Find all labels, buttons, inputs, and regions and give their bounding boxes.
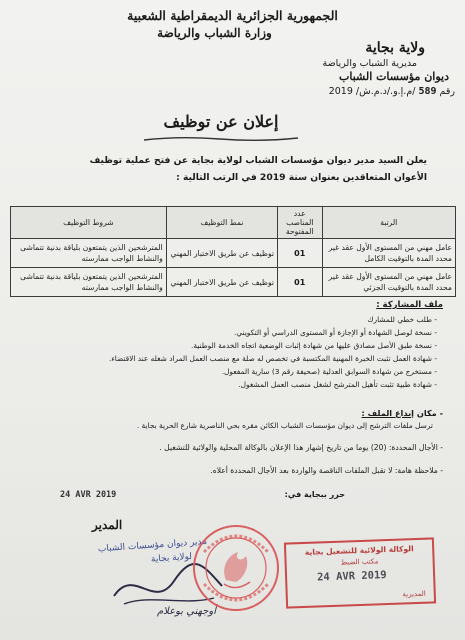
cell-conditions: المترشحين الذين يتمتعون بلياقة بدنية تتماشى والنشاط الواجب ممارسته <box>11 268 167 297</box>
cell-posts: 01 <box>278 239 323 268</box>
intro-paragraph <box>27 152 427 186</box>
agency-stamp-line-1: الوكالة الولائية للتشغيل بجاية <box>304 544 414 557</box>
intro-line-1: يعلن السيد مدير ديوان مؤسسات الشباب لولاية بجاية عن فتح عملية توظيف <box>89 155 427 166</box>
notice-title: إعلان عن توظيف <box>163 112 279 131</box>
ref-prefix: رقم <box>439 86 455 97</box>
cell-mode: توظيف عن طريق الاختبار المهني <box>166 268 277 297</box>
col-conditions: شروط التوظيف <box>11 207 167 239</box>
agency-received-stamp <box>284 537 436 608</box>
positions-table <box>10 206 456 297</box>
cell-conditions: المترشحين الذين يتمتعون بلياقة بدنية تتماشى والنشاط الواجب ممارسته <box>11 239 167 268</box>
deposit-text: ترسل ملفات الترشح إلى ديوان مؤسسات الشباب الكائن مقره بحي الناصرية شارع الحرية بجاية . <box>136 421 433 430</box>
deposit-heading <box>362 408 443 418</box>
done-at-label: حرر ببجاية في: <box>284 490 345 499</box>
director-stamp-line-2: لولاية بجاية <box>150 551 193 565</box>
dossier-list <box>17 313 437 391</box>
important-note: - ملاحظة هامة: لا تقبل الملفات الناقصة والواردة بعد الأجال المحددة أعلاه. <box>210 466 443 475</box>
cell-mode: توظيف عن طريق الاختبار المهني <box>166 239 277 268</box>
dossier-item: - شهادة طبية تثبت تأهيل المترشح لشغل منصب العمل المشغول. <box>17 378 437 391</box>
office-name: ديوان مؤسسات الشباب <box>339 70 449 83</box>
agency-stamp-line-3: المديرية <box>402 589 426 599</box>
table-row <box>11 239 456 268</box>
dossier-item: - طلب خطي للمشارك <box>17 313 437 326</box>
agency-stamp-line-2: مكتب الضبط <box>340 557 379 567</box>
deposit-heading-label: إيداع الملف : <box>361 408 414 418</box>
round-seal-icon <box>190 522 282 614</box>
notice-title-box <box>140 112 302 142</box>
cell-posts: 01 <box>278 268 323 297</box>
agency-stamp-date: 24 AVR 2019 <box>316 569 387 584</box>
col-grade: الرتبة <box>322 207 456 239</box>
signature-name: أوجهني بوعلام <box>156 606 216 617</box>
directorate-name: مديرية الشباب والرياضة <box>322 58 417 69</box>
reference-number <box>329 86 455 97</box>
ref-suffix: /م.إ.و./د.م.ش/ 2019 <box>328 86 416 97</box>
deposit-heading-prefix: - مكان <box>416 408 443 418</box>
dossier-item: - مستخرج من شهادة السوابق العدلية (صحيفة رقم 3) سارية المفعول. <box>17 365 437 378</box>
dossier-heading: ملف المشاركة : <box>376 300 443 310</box>
wilaya-name: ولاية بجاية <box>365 40 425 56</box>
ref-handwritten: 589 <box>418 86 437 97</box>
cell-grade: عامل مهني من المستوى الأول عقد غير محدد المدة بالتوقيت الجزئي <box>322 268 456 297</box>
dossier-item: - نسخة طبق الأصل مصادق عليها من شهادة إثبات الوضعية اتجاه الخدمة الوطنية. <box>17 339 437 352</box>
republic-header: الجمهورية الجزائرية الديمقراطية الشعبية <box>127 8 338 23</box>
col-posts: عدد المناصب المفتوحة <box>278 207 323 239</box>
table-row <box>11 268 456 297</box>
director-title: المدير <box>92 518 123 532</box>
table-header-row <box>11 207 456 239</box>
intro-line-2: الأعوان المتعاقدين بعنوان سنة 2019 في الرتب التالية : <box>176 172 427 183</box>
deadline-text: - الأجال المحددة: (20) يوما من تاريخ إشهار هذا الإعلان بالوكالة المحلية والولائية للتشغيل . <box>159 443 443 452</box>
director-stamp-line-1: مدير ديوان مؤسسات الشباب <box>97 536 208 555</box>
dossier-item: - شهادة العمل تثبت الخبرة المهنية المكتسبة في تخصص له صلة مع منصب العمل المراد شغله عند الاقتضاء. <box>17 352 437 365</box>
ministry-header: وزارة الشباب والرياضة <box>157 26 272 40</box>
col-mode: نمط التوظيف <box>166 207 277 239</box>
handwritten-date: 24 AVR 2019 <box>60 490 117 500</box>
dossier-item: - نسخة لوصل الشهادة أو الإجازة أو المستوى الدراسي أو التكويني. <box>17 326 437 339</box>
title-underline <box>140 134 302 144</box>
cell-grade: عامل مهني من المستوى الأول عقد غير محدد المدة بالتوقيت الكامل <box>322 239 456 268</box>
